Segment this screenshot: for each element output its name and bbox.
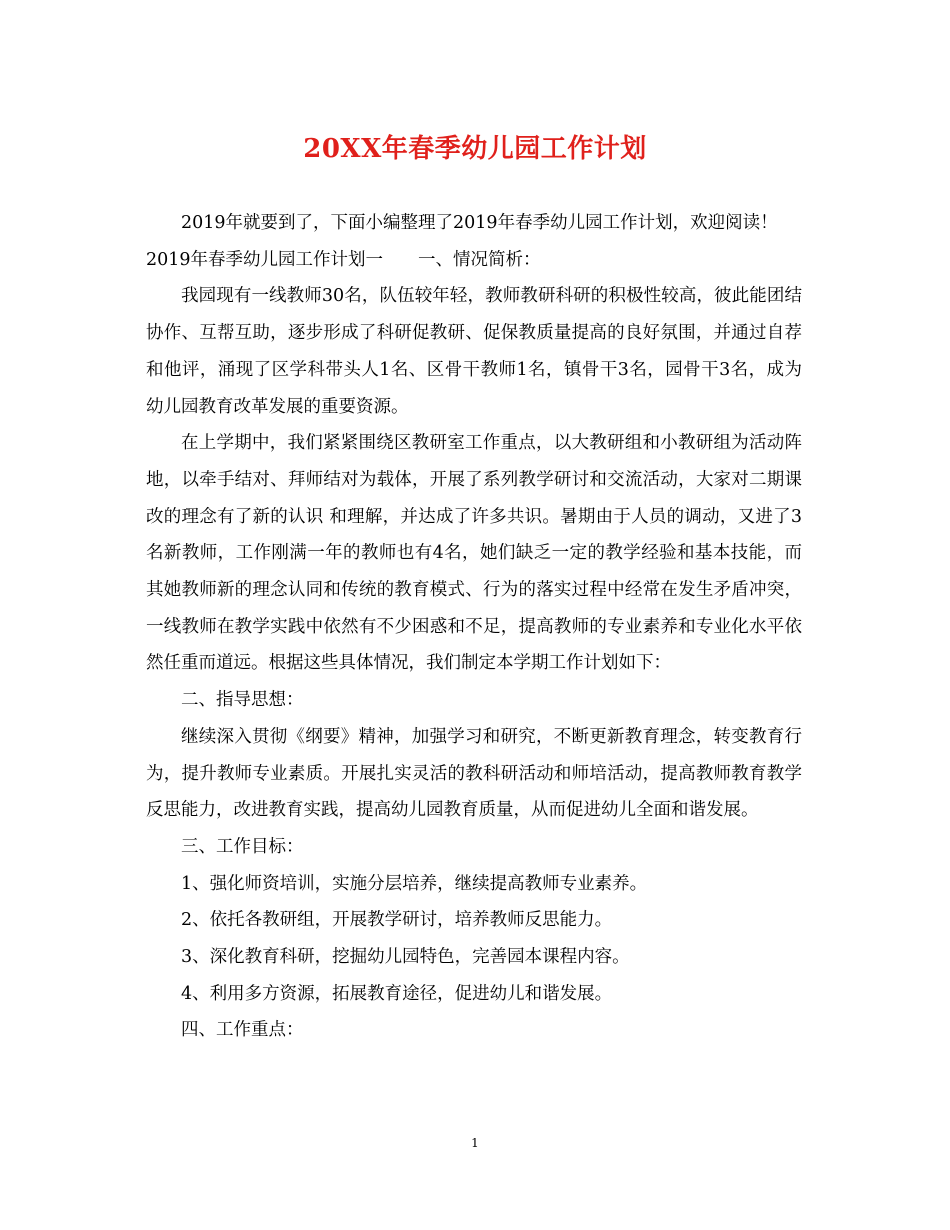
page-number: 1 [471, 1136, 479, 1150]
paragraph-last-semester: 在上学期中，我们紧紧围绕区教研室工作重点，以大教研组和小教研组为活动阵地，以牵手结对、拜师结对为载体，开展了系列教学研讨和交流活动，大家对二期课改的理念有了新的认识 和理解，并达成了许多共识。暑期由于人员的调动，又进了3名新教师，工作刚满一年的教师也有4名，她们缺乏一定的教学经验和基本技能，而其她教师新的理念认同和传统的教育模式、行为的落实过程中经常在发生矛盾冲突，一线教师在教学实践中依然有不少困惑和不足，提高教师的专业素养和专业化水平依然任重而道远。根据这些具体情况，我们制定本学期工作计划如下： [146, 433, 802, 674]
paragraph-intro: 2019年就要到了，下面小编整理了2019年春季幼儿园工作计划，欢迎阅读！ [181, 213, 778, 233]
list-item-goal-4: 4、利用多方资源，拓展教育途径，促进幼儿和谐发展。 [181, 983, 613, 1004]
list-item-goal-1: 1、强化师资培训，实施分层培养，继续提高教师专业素养。 [181, 873, 648, 894]
list-item-goal-3: 3、深化教育科研，挖掘幼儿园特色，完善园本课程内容。 [181, 947, 630, 968]
list-item-goal-2: 2、依托各教研组，开展教学研讨，培养教师反思能力。 [181, 910, 613, 931]
section-heading-guiding-thought: 二、指导思想： [181, 690, 304, 711]
paragraph-plan-heading: 2019年春季幼儿园工作计划一 一、情况简析： [146, 249, 541, 270]
document-body [146, 205, 802, 1049]
document-title: 20XX年春季幼儿园工作计划 [303, 134, 647, 164]
paragraph-guiding-thought: 继续深入贯彻《纲要》精神，加强学习和研究，不断更新教育理念，转变教育行为，提升教师专业素质。开展扎实灵活的教科研活动和师培活动，提高教师教育教学反思能力，改进教育实践，提高幼儿园教育质量，从而促进幼儿全面和谐发展。 [146, 726, 802, 821]
section-heading-work-focus: 四、工作重点： [181, 1020, 304, 1041]
section-heading-work-goals: 三、工作目标： [181, 836, 304, 857]
paragraph-situation: 我园现有一线教师30名，队伍较年轻，教师教研科研的积极性较高，彼此能团结协作、互帮互助，逐步形成了科研促教研、促保教质量提高的良好氛围，并通过自荐和他评，涌现了区学科带头人1名、区骨干教师1名，镇骨干3名，园骨干3名，成为幼儿园教育改革发展的重要资源。 [146, 286, 802, 417]
